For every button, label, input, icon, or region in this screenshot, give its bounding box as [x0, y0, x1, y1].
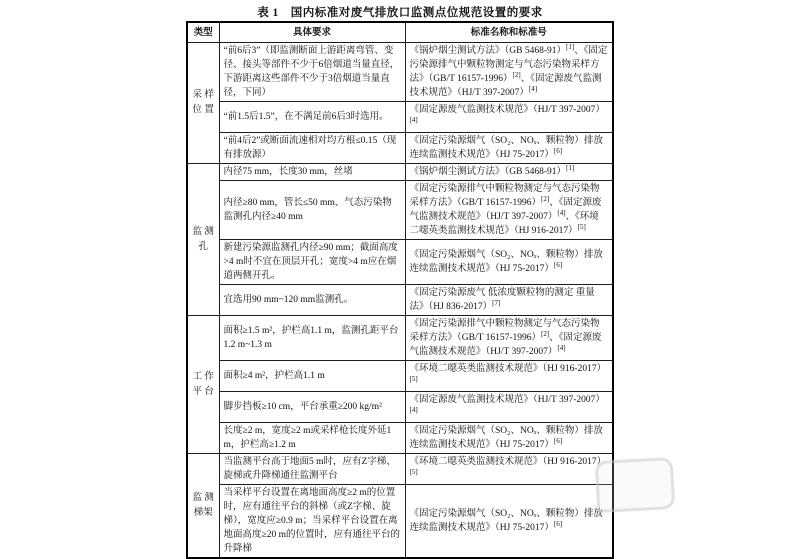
watermark: [595, 457, 676, 513]
requirement-cell: “前1.5后1.5”，在不满足前6后3时选用。: [219, 102, 405, 133]
standard-cell: 《固定污染源烟气（SO₂、NOₓ、颗粒物）排放连续监测技术规范》（HJ 75-2017）[6]: [405, 423, 613, 454]
requirement-cell: 当监测平台高于地面5 m时，应有Z字梯、旋梯或升降梯通往监测平台: [219, 454, 405, 485]
standard-cell: 《固定源废气监测技术规范》（HJ/T 397-2007）[4]: [405, 102, 613, 133]
table-row: [187, 485, 613, 559]
requirement-cell: 当采样平台设置在离地面高度≥2 m的位置时，应有通往平台的斜梯（或Z字梯、旋梯），宽度应≥0.9 m；当采样平台设置在离地面高度≥20 m的位置时，应有通往平台的升降梯: [219, 485, 405, 559]
requirement-cell: 脚步挡板≥10 cm，平台承重≥200 kg/m²: [219, 392, 405, 423]
table-row: [187, 423, 613, 454]
requirement-cell: “前4后2”或断面流速相对均方根≤0.15（现有排放源）: [219, 133, 405, 164]
standard-cell: 《固定污染源烟气（SO₂、NOₓ、颗粒物）排放连续监测技术规范》（HJ 75-2017）[6]: [405, 133, 613, 164]
requirement-cell: 面积≥1.5 m²，护栏高1.1 m，监测孔距平台1.2 m~1.3 m: [219, 316, 405, 361]
type-cell-sampling-position: 采 样 位 置: [187, 43, 219, 164]
table-row: [187, 181, 613, 240]
header-type: 类型: [187, 22, 219, 43]
table-row: [187, 102, 613, 133]
standard-cell: 《固定污染源烟气（SO₂、NOₓ、颗粒物）排放连续监测技术规范》（HJ 75-2017）[6]: [405, 485, 613, 559]
standard-cell: 《固定污染源烟气（SO₂、NOₓ、颗粒物）排放连续监测技术规范》（HJ 75-2017）[6]: [405, 240, 613, 285]
standard-cell: 《固定污染源排气中颗粒物测定与气态污染物采样方法》（GB/T 16157-1996）[2]、《固定源废气监测技术规范》（HJ/T 397-2007）[4]、《环境二噁英类监测技术规范》（HJ 916-2017）[5]: [405, 181, 613, 240]
standard-cell: 《固定污染源排气中颗粒物测定与气态污染物采样方法》（GB/T 16157-1996）[2]、《固定源废气监测技术规范》（HJ/T 397-2007）[4]: [405, 316, 613, 361]
header-standard: 标准名称和标准号: [405, 22, 613, 43]
requirement-cell: 面积≥4 m²，护栏高1.1 m: [219, 361, 405, 392]
type-cell-work-platform: 工 作 平 台: [187, 316, 219, 454]
table-row: [187, 285, 613, 316]
standards-table: [186, 21, 614, 559]
type-cell-monitoring-hole: 监 测 孔: [187, 164, 219, 316]
standards-table-container: [186, 21, 612, 559]
table-row: [187, 392, 613, 423]
table-row: [187, 240, 613, 285]
requirement-cell: 长度≥2 m，宽度≥2 m或采样枪长度外延1 m，护栏高≥1.2 m: [219, 423, 405, 454]
requirement-cell: “前6后3”（即监测断面上游距离弯管、变径、接头等部件不少于6倍烟道当量直径，下游距离这些部件不少于3倍烟道当量直径，下同）: [219, 43, 405, 102]
table-row: [187, 164, 613, 181]
standard-cell: 《环境二噁英类监测技术规范》（HJ 916-2017）[5]: [405, 361, 613, 392]
requirement-cell: 内径75 mm，长度30 mm，丝堵: [219, 164, 405, 181]
header-requirement: 具体要求: [219, 22, 405, 43]
standard-cell: 《固定污染源废气 低浓度颗粒物的测定 重量法》（HJ 836-2017）[7]: [405, 285, 613, 316]
standard-cell: 《环境二噁英类监测技术规范》（HJ 916-2017）[5]: [405, 454, 613, 485]
header-row: [187, 22, 613, 43]
table-title: 表 1 国内标准对废气排放口监测点位规范设置的要求: [257, 7, 543, 19]
table-row: [187, 454, 613, 485]
table-row: [187, 316, 613, 361]
requirement-cell: 新建污染源监测孔内径≥90 mm；截面高度>4 m时不宜在顶层开孔；宽度>4 m应在烟道两侧开孔。: [219, 240, 405, 285]
requirement-cell: 宜选用90 mm~120 mm监测孔。: [219, 285, 405, 316]
standard-cell: 《锅炉烟尘测试方法》（GB 5468-91）[1]、《固定污染源排气中颗粒物测定与气态污染物采样方法》（GB/T 16157-1996）[2]、《固定源废气监测技术规范》（HJ/T 397-2007）[4]: [405, 43, 613, 102]
table-row: [187, 133, 613, 164]
standard-cell: 《固定源废气监测技术规范》（HJ/T 397-2007）[4]: [405, 392, 613, 423]
table-row: [187, 361, 613, 392]
type-cell-monitoring-ladder: 监 测 梯架: [187, 454, 219, 559]
requirement-cell: 内径≥80 mm，管长≤50 mm、气态污染物监测孔内径≥40 mm: [219, 181, 405, 240]
table-row: [187, 43, 613, 102]
standard-cell: 《锅炉烟尘测试方法》（GB 5468-91）[1]: [405, 164, 613, 181]
